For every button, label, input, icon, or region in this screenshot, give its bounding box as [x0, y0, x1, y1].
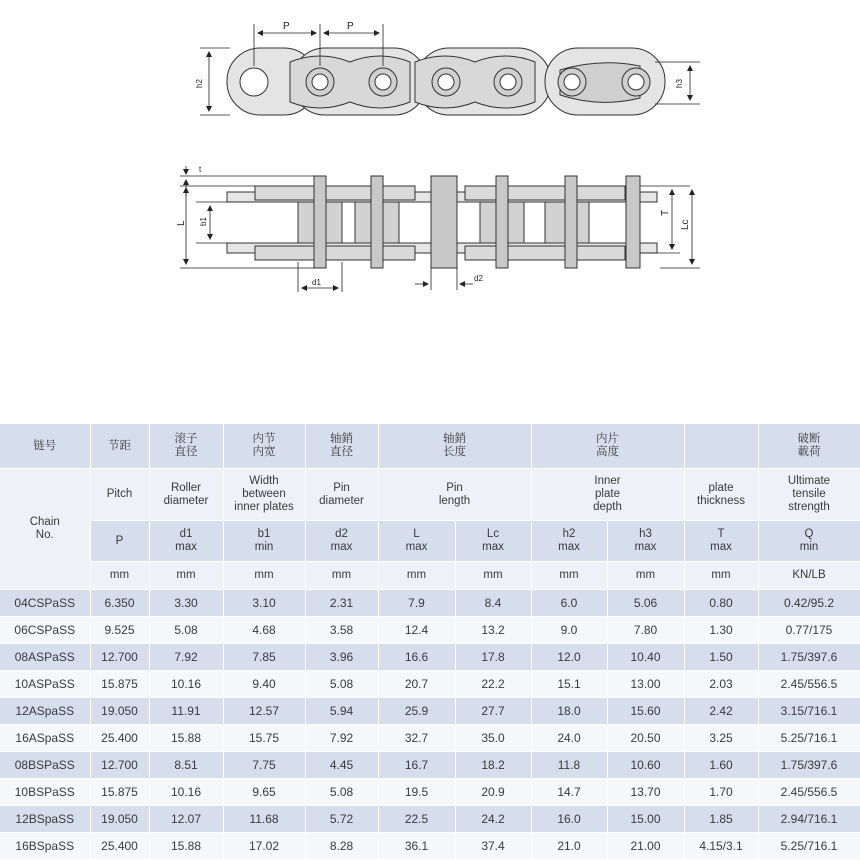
table-cell: 2.45/556.5 — [758, 779, 860, 806]
header-unit: mm — [149, 562, 223, 590]
table-cell: 4.45 — [305, 752, 378, 779]
header-unit: mm — [223, 562, 305, 590]
header-sym-t: T max — [684, 521, 758, 562]
table-cell: 13.2 — [455, 617, 531, 644]
table-cell: 6.350 — [90, 590, 149, 617]
header-pitch-en: Pitch — [90, 469, 149, 521]
table-cell: 7.85 — [223, 644, 305, 671]
chain-no-cell: 10BSPaSS — [0, 779, 90, 806]
table-cell: 0.77/175 — [758, 617, 860, 644]
table-cell: 15.75 — [223, 725, 305, 752]
table-cell: 9.65 — [223, 779, 305, 806]
header-unit: mm — [455, 562, 531, 590]
table-cell: 12.57 — [223, 698, 305, 725]
chain-no-cell: 08ASPaSS — [0, 644, 90, 671]
table-cell: 15.875 — [90, 671, 149, 698]
table-cell: 1.30 — [684, 617, 758, 644]
header-unit: mm — [378, 562, 455, 590]
chain-no-cell: 04CSPaSS — [0, 590, 90, 617]
table-cell: 0.80 — [684, 590, 758, 617]
header-sym-h2: h2 max — [531, 521, 607, 562]
table-cell: 2.94/716.1 — [758, 806, 860, 833]
chain-no-cell: 12ASpaSS — [0, 698, 90, 725]
table-row — [0, 779, 860, 806]
header-sym-d2: d2 max — [305, 521, 378, 562]
table-cell: 8.28 — [305, 833, 378, 860]
header-chain-no-cn: 链号 — [0, 424, 90, 469]
table-cell: 25.400 — [90, 833, 149, 860]
table-cell: 6.0 — [531, 590, 607, 617]
table-cell: 22.5 — [378, 806, 455, 833]
table-cell: 8.4 — [455, 590, 531, 617]
table-row — [0, 752, 860, 779]
table-cell: 12.0 — [531, 644, 607, 671]
chain-no-cell: 06CSPaSS — [0, 617, 90, 644]
header-thickness-en: plate thickness — [684, 469, 758, 521]
table-cell: 3.15/716.1 — [758, 698, 860, 725]
table-cell: 9.0 — [531, 617, 607, 644]
header-unit: mm — [607, 562, 684, 590]
table-cell: 12.700 — [90, 752, 149, 779]
table-cell: 5.08 — [149, 617, 223, 644]
header-unit: mm — [90, 562, 149, 590]
table-cell: 3.30 — [149, 590, 223, 617]
table-cell: 9.40 — [223, 671, 305, 698]
table-row — [0, 590, 860, 617]
table-cell: 7.9 — [378, 590, 455, 617]
table-cell: 24.0 — [531, 725, 607, 752]
table-cell: 7.80 — [607, 617, 684, 644]
header-unit: mm — [531, 562, 607, 590]
table-cell: 15.60 — [607, 698, 684, 725]
table-row — [0, 617, 860, 644]
header-chain-no-en: Chain No. — [0, 469, 90, 590]
table-cell: 15.1 — [531, 671, 607, 698]
table-cell: 1.60 — [684, 752, 758, 779]
table-cell: 15.875 — [90, 779, 149, 806]
header-sym-p: P — [90, 521, 149, 562]
header-pin-length-cn: 轴銷 长度 — [378, 424, 531, 469]
table-cell: 16.0 — [531, 806, 607, 833]
table-cell: 36.1 — [378, 833, 455, 860]
table-cell: 11.68 — [223, 806, 305, 833]
table-cell: 22.2 — [455, 671, 531, 698]
table-cell: 16.7 — [378, 752, 455, 779]
table-cell: 15.88 — [149, 725, 223, 752]
table-cell: 10.60 — [607, 752, 684, 779]
table-cell: 5.08 — [305, 779, 378, 806]
table-cell: 7.92 — [305, 725, 378, 752]
header-roller-en: Roller diameter — [149, 469, 223, 521]
header-thickness-cn — [684, 424, 758, 469]
chain-drawing — [0, 0, 860, 300]
table-cell: 17.8 — [455, 644, 531, 671]
table-cell: 13.70 — [607, 779, 684, 806]
label-T: T — [660, 209, 671, 216]
table-cell: 14.7 — [531, 779, 607, 806]
table-cell: 12.4 — [378, 617, 455, 644]
table-cell: 5.08 — [305, 671, 378, 698]
table-cell: 18.0 — [531, 698, 607, 725]
header-width-en: Width between inner plates — [223, 469, 305, 521]
table-row — [0, 644, 860, 671]
table-cell: 10.16 — [149, 671, 223, 698]
top-view — [227, 48, 665, 115]
header-strength-en: Ultimate tensile strength — [758, 469, 860, 521]
table-cell: 18.2 — [455, 752, 531, 779]
label-h3: h3 — [675, 79, 684, 88]
table-cell: 5.72 — [305, 806, 378, 833]
table-cell: 20.9 — [455, 779, 531, 806]
label-L: L — [176, 220, 187, 226]
header-sym-b1: b1 min — [223, 521, 305, 562]
label-b1: b1 — [199, 217, 208, 226]
label-h2: h2 — [195, 79, 204, 88]
header-sym-h3: h3 max — [607, 521, 684, 562]
table-cell: 2.03 — [684, 671, 758, 698]
table-cell: 13.00 — [607, 671, 684, 698]
table-cell: 0.42/95.2 — [758, 590, 860, 617]
label-d1: d1 — [312, 278, 321, 287]
table-cell: 12.700 — [90, 644, 149, 671]
table-cell: 32.7 — [378, 725, 455, 752]
header-unit: mm — [305, 562, 378, 590]
label-pitch-1: P — [283, 21, 290, 32]
table-row — [0, 833, 860, 860]
header-width-cn: 内节 内宽 — [223, 424, 305, 469]
header-plate-depth-en: Inner plate depth — [531, 469, 684, 521]
header-row-symbols — [0, 521, 860, 562]
table-cell: 21.00 — [607, 833, 684, 860]
header-plate-depth-cn: 内片 高度 — [531, 424, 684, 469]
table-cell: 1.75/397.6 — [758, 752, 860, 779]
table-cell: 20.7 — [378, 671, 455, 698]
chain-no-cell: 12BSpaSS — [0, 806, 90, 833]
table-row — [0, 671, 860, 698]
header-sym-lc: Lc max — [455, 521, 531, 562]
label-pitch-2: P — [347, 21, 354, 32]
spec-table-body — [0, 590, 860, 860]
table-cell: 37.4 — [455, 833, 531, 860]
table-cell: 19.5 — [378, 779, 455, 806]
table-cell: 7.92 — [149, 644, 223, 671]
table-cell: 1.50 — [684, 644, 758, 671]
label-d2: d2 — [474, 274, 483, 283]
table-cell: 20.50 — [607, 725, 684, 752]
table-cell: 27.7 — [455, 698, 531, 725]
table-cell: 5.25/716.1 — [758, 833, 860, 860]
chain-no-cell: 10ASPaSS — [0, 671, 90, 698]
table-row — [0, 725, 860, 752]
table-cell: 24.2 — [455, 806, 531, 833]
table-cell: 15.88 — [149, 833, 223, 860]
header-pin-length-en: Pin length — [378, 469, 531, 521]
table-cell: 4.15/3.1 — [684, 833, 758, 860]
table-cell: 3.25 — [684, 725, 758, 752]
header-pitch-cn: 节距 — [90, 424, 149, 469]
table-cell: 2.31 — [305, 590, 378, 617]
table-cell: 2.45/556.5 — [758, 671, 860, 698]
table-cell: 1.85 — [684, 806, 758, 833]
table-cell: 3.10 — [223, 590, 305, 617]
table-cell: 19.050 — [90, 698, 149, 725]
table-row — [0, 806, 860, 833]
spec-table — [0, 424, 860, 860]
table-cell: 25.400 — [90, 725, 149, 752]
table-cell: 35.0 — [455, 725, 531, 752]
table-cell: 8.51 — [149, 752, 223, 779]
table-cell: 5.06 — [607, 590, 684, 617]
header-unit: KN/LB — [758, 562, 860, 590]
table-cell: 4.68 — [223, 617, 305, 644]
table-cell: 17.02 — [223, 833, 305, 860]
table-cell: 21.0 — [531, 833, 607, 860]
table-cell: 1.75/397.6 — [758, 644, 860, 671]
table-cell: 5.94 — [305, 698, 378, 725]
table-cell: 10.40 — [607, 644, 684, 671]
header-roller-cn: 滚子 直径 — [149, 424, 223, 469]
header-sym-d1: d1 max — [149, 521, 223, 562]
table-cell: 11.8 — [531, 752, 607, 779]
table-cell: 19.050 — [90, 806, 149, 833]
table-cell: 15.00 — [607, 806, 684, 833]
table-cell: 25.9 — [378, 698, 455, 725]
header-row-units — [0, 562, 860, 590]
chain-no-cell: 08BSPaSS — [0, 752, 90, 779]
header-strength-cn: 破断 載荷 — [758, 424, 860, 469]
table-cell: 3.96 — [305, 644, 378, 671]
header-pin-diameter-en: Pin diameter — [305, 469, 378, 521]
table-cell: 3.58 — [305, 617, 378, 644]
label-t: t — [199, 165, 202, 174]
table-cell: 5.25/716.1 — [758, 725, 860, 752]
table-cell: 12.07 — [149, 806, 223, 833]
header-row-chinese — [0, 424, 860, 469]
header-sym-q: Q min — [758, 521, 860, 562]
table-cell: 10.16 — [149, 779, 223, 806]
header-pin-diameter-cn: 轴銷 直径 — [305, 424, 378, 469]
table-cell: 16.6 — [378, 644, 455, 671]
table-cell: 1.70 — [684, 779, 758, 806]
side-view — [227, 176, 657, 268]
table-cell: 7.75 — [223, 752, 305, 779]
label-Lc: Lc — [680, 219, 691, 230]
table-cell: 9.525 — [90, 617, 149, 644]
chain-no-cell: 16BSpaSS — [0, 833, 90, 860]
table-row — [0, 698, 860, 725]
chain-no-cell: 16ASpaSS — [0, 725, 90, 752]
table-cell: 11.91 — [149, 698, 223, 725]
table-cell: 2.42 — [684, 698, 758, 725]
header-row-english — [0, 469, 860, 521]
header-unit: mm — [684, 562, 758, 590]
header-sym-l: L max — [378, 521, 455, 562]
